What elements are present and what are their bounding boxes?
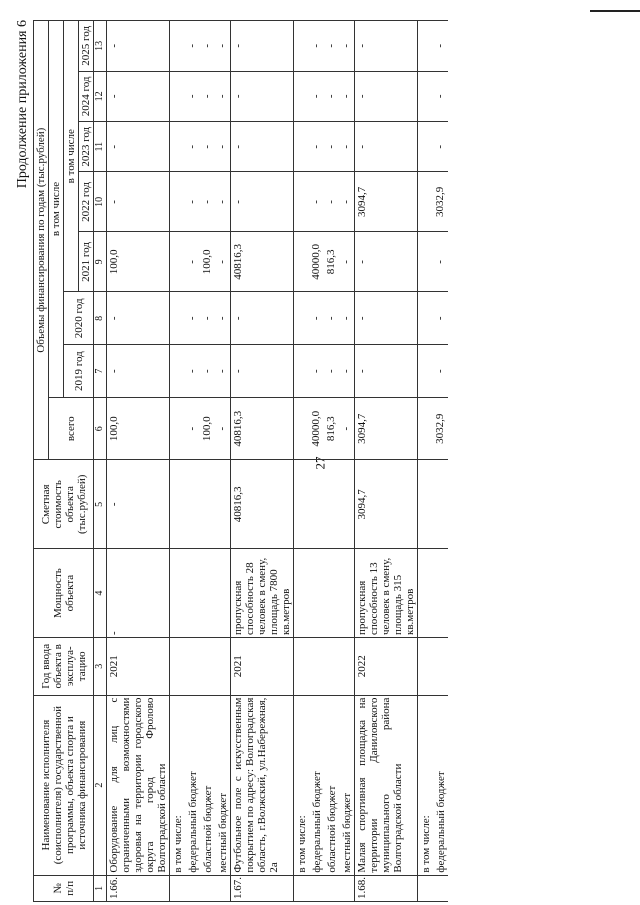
estimated-cost: 40816,3: [231, 460, 294, 549]
row-number: [185, 875, 200, 901]
funding-value: -: [339, 345, 355, 398]
funding-value: -: [309, 21, 324, 72]
funding-value: -: [200, 292, 215, 345]
estimated-cost: [294, 460, 310, 549]
funding-value: [170, 345, 186, 398]
object-capacity: [215, 549, 231, 638]
row-number: 1.67.: [231, 875, 294, 901]
funding-value: -: [200, 122, 215, 172]
rotated-sheet: [15, 20, 620, 902]
funding-value: -: [433, 71, 448, 121]
estimated-cost: [200, 460, 215, 549]
row-number: [324, 875, 339, 901]
funding-value: -: [309, 71, 324, 121]
funding-value: -: [185, 292, 200, 345]
funding-value: [170, 71, 186, 121]
header-2024: 2024 год: [79, 71, 94, 121]
table-subrow: [200, 21, 215, 902]
header-2022: 2022 год: [79, 172, 94, 232]
funding-value: -: [355, 122, 418, 172]
funding-value: -: [309, 172, 324, 232]
header-year: Год ввода объекта в эксплуа-тацию: [34, 638, 94, 696]
table-subrow: [433, 21, 448, 902]
commission-year: [170, 638, 186, 696]
estimated-cost: [185, 460, 200, 549]
object-capacity: [200, 549, 215, 638]
header-num: № п/п: [34, 875, 94, 901]
funding-value: -: [185, 122, 200, 172]
funding-value: -: [185, 232, 200, 292]
estimated-cost: 3094,7: [355, 460, 418, 549]
object-capacity: -: [107, 549, 170, 638]
funding-value: -: [107, 21, 170, 72]
row-number: 1.66.: [107, 875, 170, 901]
header-2019: 2019 год: [64, 345, 94, 398]
funding-value: -: [339, 292, 355, 345]
funding-value: [170, 292, 186, 345]
funding-value: -: [215, 232, 231, 292]
row-number: [215, 875, 231, 901]
funding-value: -: [185, 71, 200, 121]
funding-value: [294, 21, 310, 72]
source-label: областной бюджет: [200, 695, 215, 875]
funding-value: -: [215, 398, 231, 460]
funding-value: [170, 232, 186, 292]
funding-value: -: [215, 21, 231, 72]
source-label: в том числе:: [294, 695, 310, 875]
top-rule: [590, 10, 640, 12]
funding-value: -: [185, 172, 200, 232]
header-capacity: Мощность объекта: [34, 549, 94, 638]
funding-value: -: [185, 345, 200, 398]
funding-value: [294, 345, 310, 398]
funding-value: -: [185, 21, 200, 72]
row-number: [418, 875, 434, 901]
estimated-cost: [433, 460, 448, 549]
header-incl2: в том числе: [64, 21, 79, 292]
table-subrow: [170, 21, 186, 902]
funding-value: -: [324, 292, 339, 345]
funding-value: -: [231, 345, 294, 398]
row-number: [170, 875, 186, 901]
estimated-cost: [339, 460, 355, 549]
funding-value: 3094,7: [355, 398, 418, 460]
funding-value: -: [215, 122, 231, 172]
source-label: местный бюджет: [339, 695, 355, 875]
funding-value: 40000,0: [309, 398, 324, 460]
funding-value: -: [324, 172, 339, 232]
funding-value: 100,0: [200, 232, 215, 292]
header-total: всего: [49, 398, 94, 460]
funding-value: -: [309, 292, 324, 345]
object-capacity: [185, 549, 200, 638]
funding-value: 3032,9: [433, 172, 448, 232]
funding-value: -: [355, 21, 418, 72]
funding-value: 100,0: [107, 398, 170, 460]
estimated-cost: -: [107, 460, 170, 549]
funding-value: -: [215, 71, 231, 121]
commission-year: [433, 638, 448, 696]
funding-value: -: [339, 172, 355, 232]
object-capacity: [294, 549, 310, 638]
source-label: местный бюджет: [215, 695, 231, 875]
funding-value: [170, 122, 186, 172]
funding-value: 816,3: [324, 232, 339, 292]
funding-value: 3094,7: [355, 172, 418, 232]
header-2020: 2020 год: [64, 292, 94, 345]
source-label: в том числе:: [418, 695, 434, 875]
funding-value: -: [309, 122, 324, 172]
object-name: Оборудование для лиц с ограниченными возможностями здоровья на территории городского округа город Фролово Волгоградской области: [107, 695, 170, 875]
commission-year: [215, 638, 231, 696]
funding-value: [294, 122, 310, 172]
funding-value: -: [339, 21, 355, 72]
funding-value: [294, 398, 310, 460]
header-2023: 2023 год: [79, 122, 94, 172]
estimated-cost: [215, 460, 231, 549]
funding-value: -: [433, 122, 448, 172]
funding-value: 40816,3: [231, 232, 294, 292]
estimated-cost: [170, 460, 186, 549]
funding-value: -: [433, 292, 448, 345]
funding-value: 40816,3: [231, 398, 294, 460]
row-number: [200, 875, 215, 901]
page-number: 27: [312, 456, 327, 470]
estimated-cost: [324, 460, 339, 549]
funding-value: -: [107, 345, 170, 398]
funding-value: -: [339, 122, 355, 172]
object-capacity: [339, 549, 355, 638]
table-row: [107, 21, 170, 902]
estimated-cost: [418, 460, 434, 549]
object-capacity: [433, 549, 448, 638]
funding-value: [418, 345, 434, 398]
funding-value: -: [433, 21, 448, 72]
funding-value: -: [200, 345, 215, 398]
commission-year: 2021: [107, 638, 170, 696]
funding-value: -: [355, 292, 418, 345]
source-label: в том числе:: [170, 695, 186, 875]
row-number: [339, 875, 355, 901]
table-subrow: [215, 21, 231, 902]
row-number: 1.68.: [355, 875, 418, 901]
funding-value: 100,0: [200, 398, 215, 460]
funding-value: [418, 232, 434, 292]
funding-value: [294, 71, 310, 121]
table-subrow: [339, 21, 355, 902]
object-capacity: пропускная способность 28 человек в смену, площадь 7800 кв.метров: [231, 549, 294, 638]
financing-table: [33, 20, 448, 902]
object-name: Футбольное поле с искусственным покрытием по адресу: Волгоградская область, г.Волжский, ул.Набережная, 2а: [231, 695, 294, 875]
funding-value: -: [231, 71, 294, 121]
funding-value: -: [185, 398, 200, 460]
funding-value: [418, 292, 434, 345]
funding-value: -: [231, 122, 294, 172]
header-funding: Объемы финансирования по годам (тыс.рублей): [34, 21, 49, 460]
commission-year: 2022: [355, 638, 418, 696]
funding-value: -: [200, 71, 215, 121]
funding-value: 3032,9: [433, 398, 448, 460]
funding-value: -: [324, 345, 339, 398]
commission-year: [339, 638, 355, 696]
header-name: Наименование исполнителя (соисполнителя) государственной программы, объекта спорта и источника финансирования: [34, 695, 94, 875]
funding-value: 816,3: [324, 398, 339, 460]
funding-value: -: [231, 21, 294, 72]
header-cost: Сметная стоимость объекта (тыс.рублей): [34, 460, 94, 549]
commission-year: [294, 638, 310, 696]
row-number: [309, 875, 324, 901]
funding-value: -: [355, 71, 418, 121]
funding-value: -: [200, 172, 215, 232]
commission-year: [185, 638, 200, 696]
estimated-cost: [309, 460, 324, 549]
commission-year: [200, 638, 215, 696]
row-number: [433, 875, 448, 901]
header-incl: в том числе: [49, 21, 64, 398]
row-number: [294, 875, 310, 901]
funding-value: [418, 122, 434, 172]
funding-value: -: [339, 232, 355, 292]
table-subrow: [324, 21, 339, 902]
funding-value: -: [107, 172, 170, 232]
object-capacity: [324, 549, 339, 638]
funding-value: -: [339, 398, 355, 460]
funding-value: [418, 172, 434, 232]
funding-value: [170, 172, 186, 232]
funding-value: [418, 398, 434, 460]
commission-year: [309, 638, 324, 696]
funding-value: -: [215, 292, 231, 345]
funding-value: -: [107, 71, 170, 121]
funding-value: -: [231, 292, 294, 345]
object-capacity: [309, 549, 324, 638]
funding-value: [418, 21, 434, 72]
commission-year: 2021: [231, 638, 294, 696]
funding-value: -: [339, 71, 355, 121]
funding-value: [294, 292, 310, 345]
funding-value: -: [433, 345, 448, 398]
table-subrow: [418, 21, 434, 902]
funding-value: 100,0: [107, 232, 170, 292]
column-index-row: 1 2 3 4 5 6 7 8 9 10 11 12 13: [94, 21, 107, 902]
table-row: [355, 21, 418, 902]
object-capacity: [418, 549, 434, 638]
funding-value: -: [107, 292, 170, 345]
object-name: Малая спортивная площадка на территории Даниловского муниципального района Волгоградской области: [355, 695, 418, 875]
source-label: федеральный бюджет: [185, 695, 200, 875]
appendix-caption: Продолжение приложения 6: [15, 20, 30, 189]
table-subrow: [309, 21, 324, 902]
funding-value: -: [355, 345, 418, 398]
funding-value: [170, 21, 186, 72]
source-label: федеральный бюджет: [433, 695, 448, 875]
funding-value: -: [355, 232, 418, 292]
header-2025: 2025 год: [79, 21, 94, 72]
commission-year: [324, 638, 339, 696]
funding-value: [294, 232, 310, 292]
funding-value: -: [200, 21, 215, 72]
header-2021: 2021 год: [79, 232, 94, 292]
funding-value: 40000,0: [309, 232, 324, 292]
funding-value: [418, 71, 434, 121]
funding-value: -: [309, 345, 324, 398]
source-label: областной бюджет: [324, 695, 339, 875]
funding-value: -: [215, 345, 231, 398]
funding-value: -: [324, 21, 339, 72]
funding-value: -: [324, 71, 339, 121]
funding-value: -: [433, 232, 448, 292]
table-row: [231, 21, 294, 902]
funding-value: -: [324, 122, 339, 172]
table-subrow: [185, 21, 200, 902]
funding-value: [170, 398, 186, 460]
source-label: федеральный бюджет: [309, 695, 324, 875]
funding-value: -: [107, 122, 170, 172]
object-capacity: [170, 549, 186, 638]
funding-value: [294, 172, 310, 232]
commission-year: [418, 638, 434, 696]
funding-value: -: [231, 172, 294, 232]
funding-value: -: [215, 172, 231, 232]
table-subrow: [294, 21, 310, 902]
object-capacity: пропускная способность 13 человек в смену, площадь 315 кв.метров: [355, 549, 418, 638]
